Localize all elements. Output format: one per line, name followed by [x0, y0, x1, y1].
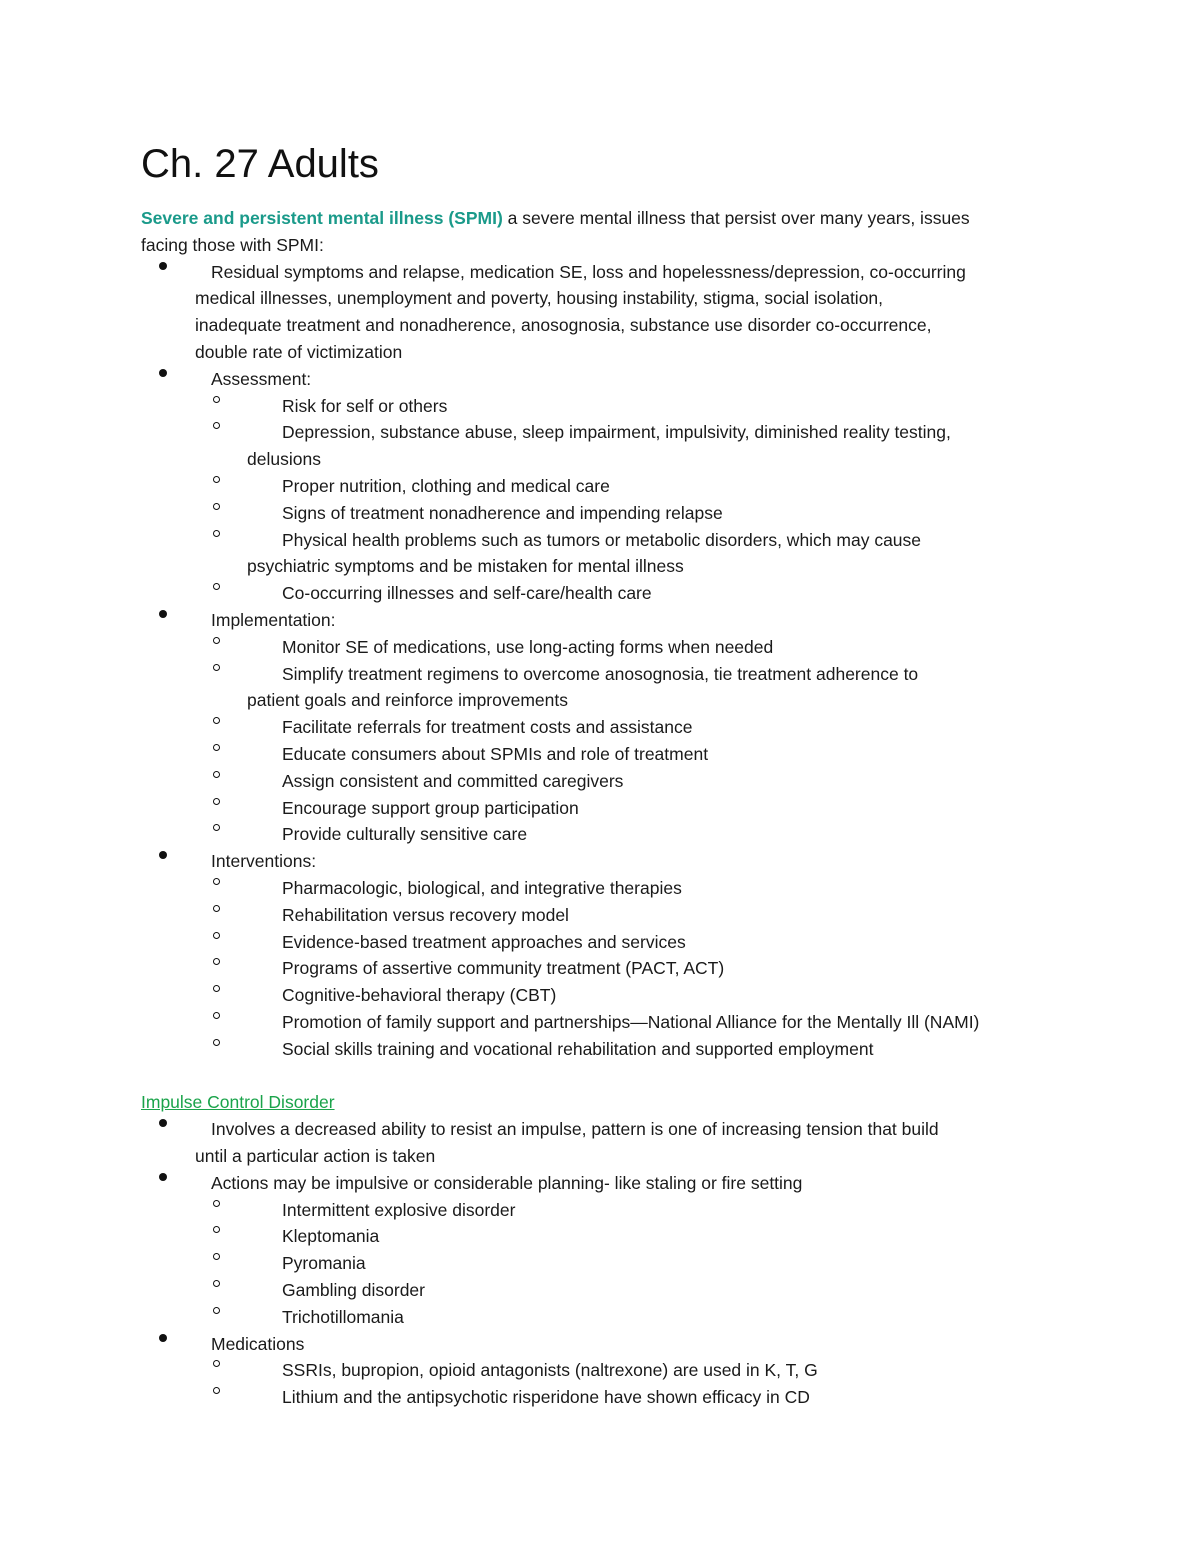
list-item-implementation-text: Implementation: [211, 610, 336, 630]
sub-list-item [282, 1223, 379, 1250]
bullet-icon [159, 1173, 167, 1181]
sub-list-item [282, 500, 723, 527]
bullet-icon [159, 610, 167, 618]
circle-bullet-icon [213, 905, 220, 912]
list-item-text: until a particular action is taken [195, 1146, 436, 1166]
sub-list-item [282, 1384, 810, 1411]
sub-list-item-text: Monitor SE of medications, use long-acting forms when needed [282, 636, 774, 657]
list-item-assessment-text: Assessment: [211, 368, 312, 389]
circle-bullet-icon [213, 1226, 220, 1233]
circle-bullet-icon [213, 1012, 220, 1019]
sub-list-item [282, 393, 447, 420]
circle-bullet-icon [213, 958, 220, 965]
sub-list-item [282, 1009, 979, 1036]
list-item-assessment [211, 366, 311, 393]
list-item-interventions [211, 848, 316, 875]
sub-list-item-text: Simplify treatment regimens to overcome anosognosia, tie treatment adherence to [282, 663, 919, 684]
circle-bullet-icon [213, 1253, 220, 1260]
list-item-text: inadequate treatment and nonadherence, anosognosia, substance use disorder co-occurrence, [195, 315, 932, 336]
sub-list-item [282, 634, 773, 661]
circle-bullet-icon [213, 664, 220, 671]
bullet-icon [159, 1334, 167, 1342]
sub-list-item-text: Proper nutrition, clothing and medical care [282, 476, 610, 496]
circle-bullet-icon [213, 1200, 220, 1207]
circle-bullet-icon [213, 1307, 220, 1314]
list-item-text: medical illnesses, unemployment and poverty, housing instability, stigma, social isolation, [195, 288, 884, 309]
list-item [211, 1116, 939, 1143]
sub-list-item-text: Provide culturally sensitive care [282, 824, 528, 845]
sub-list-item [282, 419, 951, 446]
circle-bullet-icon [213, 637, 220, 644]
sub-list-item-text: Rehabilitation versus recovery model [282, 904, 569, 925]
list-item [195, 1143, 435, 1170]
circle-bullet-icon [213, 1039, 220, 1046]
sub-list-item-text: Gambling disorder [282, 1280, 425, 1300]
sub-list-item-text: patient goals and reinforce improvements [247, 690, 569, 711]
sub-list-item [282, 1250, 366, 1277]
sub-list-item-text: psychiatric symptoms and be mistaken for mental illness [247, 556, 684, 577]
sub-list-item [282, 1304, 404, 1331]
sub-list-item [282, 661, 918, 688]
spmi-intro [141, 205, 970, 232]
list-item-actions-text: Actions may be impulsive or considerable planning- like staling or fire setting [211, 1172, 803, 1193]
bullet-icon [159, 1119, 167, 1127]
sub-list-item-text: delusions [247, 449, 321, 470]
spmi-term: Severe and persistent mental illness (SPMI) [141, 208, 503, 228]
sub-list-item-text: Depression, substance abuse, sleep impairment, impulsivity, diminished reality testing, [282, 422, 951, 443]
sub-list-item-text: Co-occurring illnesses and self-care/health care [282, 583, 652, 604]
circle-bullet-icon [213, 396, 220, 403]
sub-list-item-text: Pharmacologic, biological, and integrative therapies [282, 878, 682, 898]
sub-list-item [282, 741, 708, 768]
list-item [195, 312, 931, 339]
list-item-implementation [211, 607, 336, 634]
bullet-icon [159, 851, 167, 859]
sub-list-item [282, 714, 692, 741]
sub-list-item-text: Educate consumers about SPMIs and role of treatment [282, 744, 709, 764]
sub-list-item [282, 473, 610, 500]
circle-bullet-icon [213, 717, 220, 724]
sub-list-item [282, 795, 579, 822]
list-item-actions [211, 1170, 802, 1197]
sub-list-item [282, 982, 556, 1009]
circle-bullet-icon [213, 878, 220, 885]
bullet-icon [159, 262, 167, 270]
circle-bullet-icon [213, 1280, 220, 1287]
sub-list-item [282, 1277, 425, 1304]
sub-list-item-text: Assign consistent and committed caregivers [282, 770, 624, 791]
spmi-intro [141, 232, 324, 259]
circle-bullet-icon [213, 1387, 220, 1394]
sub-list-item-text: Promotion of family support and partnerships—National Alliance for the Mentally Ill (NAMI) [282, 1012, 980, 1032]
sub-list-item-text: Signs of treatment nonadherence and impending relapse [282, 502, 723, 523]
list-item-text: double rate of victimization [195, 342, 403, 362]
sub-list-item [282, 955, 724, 982]
sub-list-item-text: Risk for self or others [282, 395, 448, 416]
sub-list-item [282, 929, 686, 956]
circle-bullet-icon [213, 503, 220, 510]
spmi-intro-text: facing those with SPMI: [141, 234, 324, 255]
sub-list-item-text: Trichotillomania [282, 1306, 404, 1327]
circle-bullet-icon [213, 771, 220, 778]
sub-list-item-text: Physical health problems such as tumors or metabolic disorders, which may cause [282, 529, 922, 550]
list-item-text: Residual symptoms and relapse, medication SE, loss and hopelessness/depression, co-occurring [211, 261, 966, 282]
sub-list-item [282, 902, 569, 929]
circle-bullet-icon [213, 422, 220, 429]
sub-list-item [282, 821, 527, 848]
sub-list-item [247, 553, 684, 580]
circle-bullet-icon [213, 744, 220, 751]
bullet-icon [159, 369, 167, 377]
spmi-intro-text: a severe mental illness that persist over many years, issues [502, 208, 970, 228]
list-item-text: Involves a decreased ability to resist an impulse, pattern is one of increasing tension that build [211, 1119, 939, 1140]
list-item-interventions-text: Interventions: [211, 851, 317, 872]
circle-bullet-icon [213, 932, 220, 939]
sub-list-item-text: Programs of assertive community treatment (PACT, ACT) [282, 958, 725, 979]
circle-bullet-icon [213, 530, 220, 537]
list-item [195, 285, 883, 312]
circle-bullet-icon [213, 985, 220, 992]
sub-list-item [282, 1357, 818, 1384]
sub-list-item [282, 1036, 873, 1063]
list-item-medications-text: Medications [211, 1333, 305, 1354]
sub-list-item-text: Social skills training and vocational rehabilitation and supported employment [282, 1038, 874, 1059]
list-item [195, 339, 402, 366]
sub-list-item [282, 580, 652, 607]
circle-bullet-icon [213, 583, 220, 590]
sub-list-item-text: Pyromania [282, 1253, 366, 1274]
sub-list-item-text: SSRIs, bupropion, opioid antagonists (naltrexone) are used in K, T, G [282, 1360, 818, 1381]
sub-list-item-text: Lithium and the antipsychotic risperidone have shown efficacy in CD [282, 1387, 810, 1408]
page-title: Ch. 27 Adults [141, 142, 379, 186]
list-item [211, 259, 966, 286]
sub-list-item [247, 446, 321, 473]
sub-list-item-text: Encourage support group participation [282, 797, 579, 818]
sub-list-item-text: Evidence-based treatment approaches and services [282, 931, 686, 952]
sub-list-item-text: Kleptomania [282, 1226, 380, 1247]
circle-bullet-icon [213, 1360, 220, 1367]
impulse-heading: Impulse Control Disorder [141, 1092, 335, 1113]
sub-list-item [282, 768, 623, 795]
circle-bullet-icon [213, 824, 220, 831]
sub-list-item [282, 1197, 515, 1224]
sub-list-item [282, 527, 921, 554]
circle-bullet-icon [213, 476, 220, 483]
sub-list-item-text: Cognitive-behavioral therapy (CBT) [282, 985, 557, 1006]
sub-list-item [282, 875, 682, 902]
list-item-medications [211, 1331, 304, 1358]
sub-list-item-text: Facilitate referrals for treatment costs and assistance [282, 717, 693, 738]
circle-bullet-icon [213, 798, 220, 805]
section-heading [141, 1089, 335, 1116]
sub-list-item-text: Intermittent explosive disorder [282, 1199, 516, 1220]
sub-list-item [247, 687, 568, 714]
